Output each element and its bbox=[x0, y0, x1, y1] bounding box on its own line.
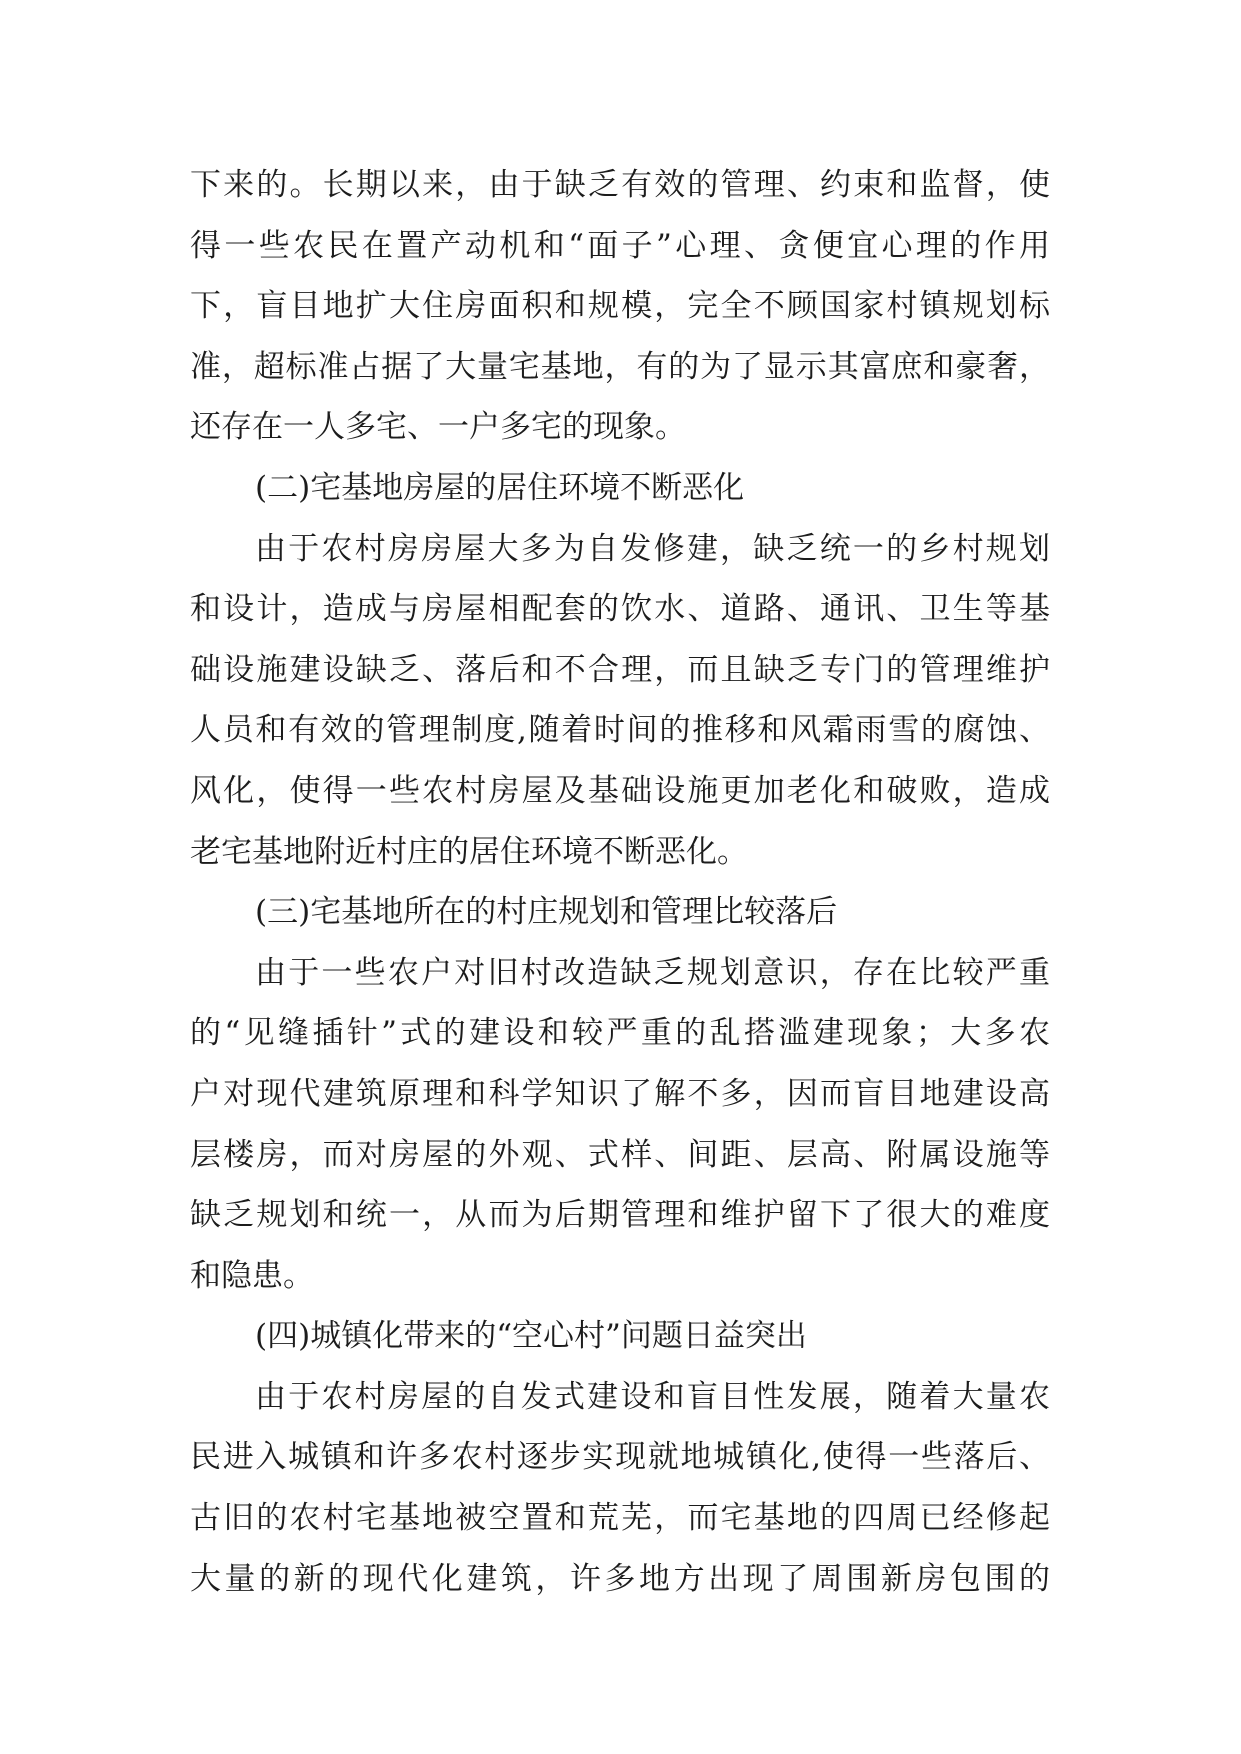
paragraph-line: 得一些农民在置产动机和“面子”心理、贪便宜心理的作用 bbox=[190, 227, 1050, 264]
paragraph-line: 下，盲目地扩大住房面积和规模，完全不顾国家村镇规划标 bbox=[190, 288, 1050, 325]
section-heading: (四)城镇化带来的“空心村”问题日益突出 bbox=[255, 1318, 807, 1355]
paragraph-line: 老宅基地附近村庄的居住环境不断恶化。 bbox=[190, 833, 748, 870]
paragraph-line: 由于农村房屋的自发式建设和盲目性发展，随着大量农 bbox=[255, 1378, 1050, 1415]
paragraph-line: 缺乏规划和统一，从而为后期管理和维护留下了很大的难度 bbox=[190, 1197, 1050, 1234]
paragraph-line: 还存在一人多宅、一户多宅的现象。 bbox=[190, 409, 686, 446]
paragraph bbox=[190, 1367, 1050, 1609]
document-body bbox=[190, 155, 1050, 1609]
paragraph-line: 和隐患。 bbox=[190, 1257, 314, 1294]
paragraph-line: 古旧的农村宅基地被空置和荒芜，而宅基地的四周已经修起 bbox=[190, 1500, 1050, 1537]
paragraph-line: 人员和有效的管理制度,随着时间的推移和风霜雨雪的腐蚀、 bbox=[190, 712, 1050, 749]
paragraph-line: 户对现代建筑原理和科学知识了解不多，因而盲目地建设高 bbox=[190, 1075, 1050, 1112]
paragraph-line: 由于一些农户对旧村改造缺乏规划意识，存在比较严重 bbox=[255, 954, 1050, 991]
paragraph-line: 风化，使得一些农村房屋及基础设施更加老化和破败，造成 bbox=[190, 772, 1050, 809]
paragraph-line: 民进入城镇和许多农村逐步实现就地城镇化,使得一些落后、 bbox=[190, 1439, 1050, 1476]
section-heading: (三)宅基地所在的村庄规划和管理比较落后 bbox=[255, 894, 838, 931]
paragraph-line: 下来的。长期以来，由于缺乏有效的管理、约束和监督，使 bbox=[190, 167, 1050, 203]
paragraph bbox=[190, 155, 1050, 458]
paragraph-line: 础设施建设缺乏、落后和不合理，而且缺乏专门的管理维护 bbox=[190, 651, 1050, 688]
paragraph-line: 和设计，造成与房屋相配套的饮水、道路、通讯、卫生等基 bbox=[190, 591, 1050, 628]
paragraph-line: 层楼房，而对房屋的外观、式样、间距、层高、附属设施等 bbox=[190, 1136, 1050, 1173]
paragraph-line: 准，超标准占据了大量宅基地，有的为了显示其富庶和豪奢， bbox=[190, 348, 1050, 385]
paragraph bbox=[190, 943, 1050, 1307]
paragraph-line: 的“见缝插针”式的建设和较严重的乱搭滥建现象；大多农 bbox=[190, 1015, 1050, 1052]
paragraph-line: 大量的新的现代化建筑，许多地方出现了周围新房包围的 bbox=[190, 1560, 1050, 1597]
paragraph-line: 由于农村房房屋大多为自发修建，缺乏统一的乡村规划 bbox=[255, 530, 1050, 567]
paragraph bbox=[190, 519, 1050, 883]
section-heading: (二)宅基地房屋的居住环境不断恶化 bbox=[255, 469, 745, 506]
